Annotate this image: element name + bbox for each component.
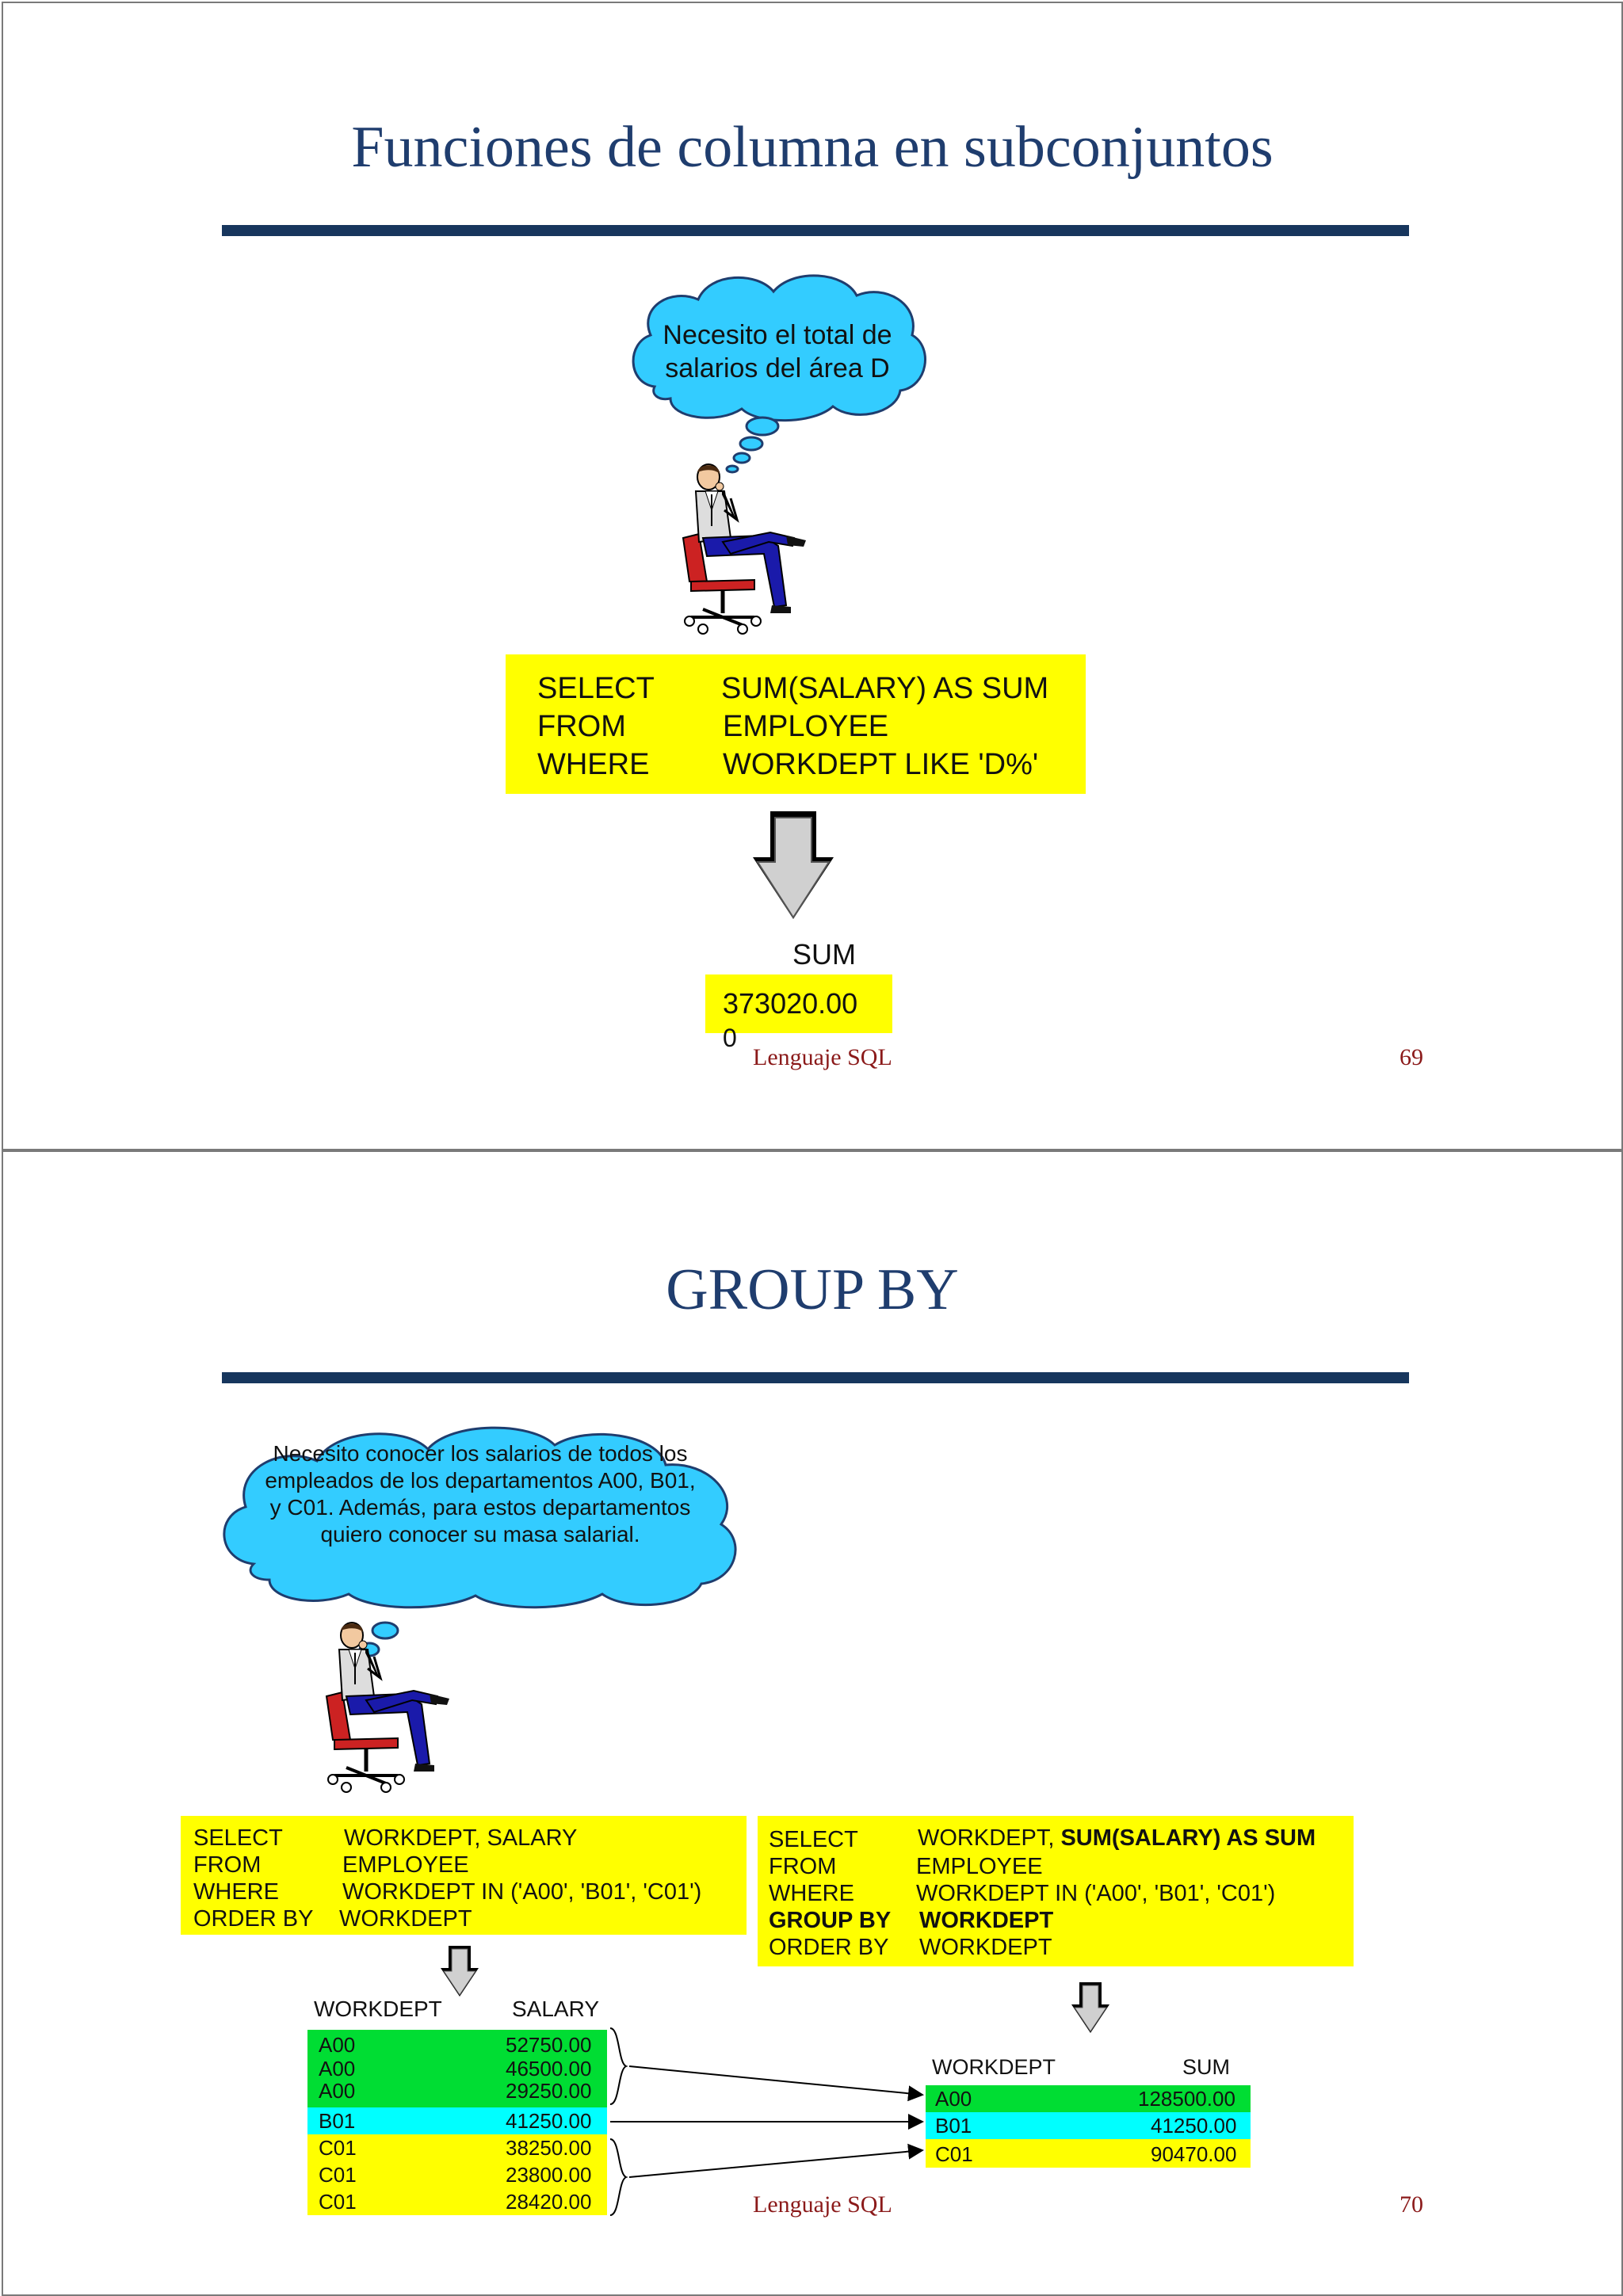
footer-label: Lenguaje SQL (753, 2191, 892, 2218)
table-cell-salary: 38250.00 (506, 2136, 592, 2160)
result-value: 373020.00 (723, 987, 858, 1020)
table-cell-dept: B01 (319, 2109, 356, 2133)
footer-label: Lenguaje SQL (753, 1044, 892, 1070)
table-cell-salary: 23800.00 (506, 2163, 592, 2187)
thinking-man-icon (667, 463, 810, 637)
down-arrow-icon (441, 1944, 480, 2000)
sql-keyword: ORDER BY (769, 1935, 889, 1960)
sql-keyword: SELECT (193, 1825, 283, 1851)
sql-expression: EMPLOYEE (916, 1854, 1043, 1879)
sql-query-box (506, 654, 1086, 794)
sql-expression-highlight: SUM(SALARY) AS SUM (1060, 1825, 1316, 1851)
table-cell-dept: C01 (319, 2163, 357, 2187)
down-arrow-icon (1071, 1981, 1111, 2036)
slide-69 (2, 2, 1623, 1150)
sql-expression: WORKDEPT (339, 1906, 472, 1932)
table-cell-salary: 29250.00 (506, 2079, 592, 2103)
column-header: WORKDEPT (932, 2055, 1056, 2079)
table-cell-salary: 46500.00 (506, 2057, 592, 2081)
sql-expression: WORKDEPT LIKE 'D%' (723, 748, 1039, 781)
thought-line: salarios del área D (665, 353, 890, 383)
thought-text (623, 318, 932, 385)
slide-title: Funciones de columna en subconjuntos (351, 115, 1274, 180)
sql-expression: WORKDEPT, SALARY (344, 1825, 578, 1851)
sql-expression: EMPLOYEE (342, 1852, 469, 1878)
column-header: WORKDEPT (314, 1997, 442, 2021)
down-arrow-icon (751, 808, 838, 924)
page-number: 70 (1400, 2191, 1423, 2218)
thought-line: Necesito el total de (663, 320, 892, 350)
table-cell-dept: A00 (319, 2057, 356, 2081)
page-number: 69 (1400, 1044, 1423, 1070)
table-cell-sum: 128500.00 (1138, 2087, 1235, 2111)
table-cell-sum: 41250.00 (1151, 2114, 1237, 2138)
title-rule (222, 1372, 1409, 1383)
result-overflow: 0 (723, 1024, 737, 1052)
table-cell-dept: B01 (935, 2114, 972, 2138)
sql-keyword: SELECT (769, 1827, 858, 1852)
result-header: SUM (792, 938, 856, 971)
sql-expression: WORKDEPT IN ('A00', 'B01', 'C01') (916, 1881, 1276, 1906)
table-cell-dept: C01 (935, 2142, 973, 2166)
table-cell-dept: A00 (935, 2087, 972, 2111)
sql-keyword: ORDER BY (193, 1906, 314, 1932)
table-cell-salary: 41250.00 (506, 2109, 592, 2133)
slide-70 (2, 1150, 1623, 2296)
sql-keyword: FROM (537, 710, 626, 743)
sql-keyword: FROM (193, 1852, 262, 1878)
thought-text (230, 1440, 731, 1548)
thought-line: Necesito conocer los salarios de todos los (273, 1441, 688, 1466)
sql-keyword: FROM (769, 1854, 837, 1879)
column-header: SALARY (512, 1997, 599, 2021)
sql-expression: SUM(SALARY) AS SUM (721, 672, 1049, 705)
sql-keyword: SELECT (537, 672, 655, 705)
sql-expression: WORKDEPT (919, 1935, 1052, 1960)
sql-expression: WORKDEPT IN ('A00', 'B01', 'C01') (342, 1879, 702, 1905)
table-cell-dept: A00 (319, 2033, 356, 2057)
table-cell-dept: C01 (319, 2190, 357, 2214)
sql-query-box-left (181, 1816, 747, 1935)
table-cell-salary: 28420.00 (506, 2190, 592, 2214)
sql-expression: EMPLOYEE (723, 710, 889, 743)
sql-expression-groupby: WORKDEPT (919, 1908, 1054, 1933)
sql-query-box-right (758, 1816, 1354, 1966)
thought-line: empleados de los departamentos A00, B01, (265, 1468, 696, 1493)
sql-keyword: WHERE (769, 1881, 854, 1906)
thinking-man-icon (311, 1621, 453, 1795)
thought-line: quiero conocer su masa salarial. (320, 1522, 640, 1547)
title-rule (222, 225, 1409, 236)
sql-keyword: WHERE (193, 1879, 279, 1905)
slide-title: GROUP BY (666, 1257, 959, 1322)
thought-line: y C01. Además, para estos departamentos (269, 1495, 691, 1520)
table-cell-dept: C01 (319, 2136, 357, 2160)
table-cell-sum: 90470.00 (1151, 2142, 1237, 2166)
sql-expression-plain: WORKDEPT, (918, 1825, 1061, 1851)
sql-keyword-groupby: GROUP BY (769, 1908, 892, 1933)
column-header: SUM (1182, 2055, 1230, 2079)
table-cell-salary: 52750.00 (506, 2033, 592, 2057)
sql-keyword: WHERE (537, 748, 650, 781)
sql-expression (918, 1825, 1316, 1852)
table-cell-dept: A00 (319, 2079, 356, 2103)
